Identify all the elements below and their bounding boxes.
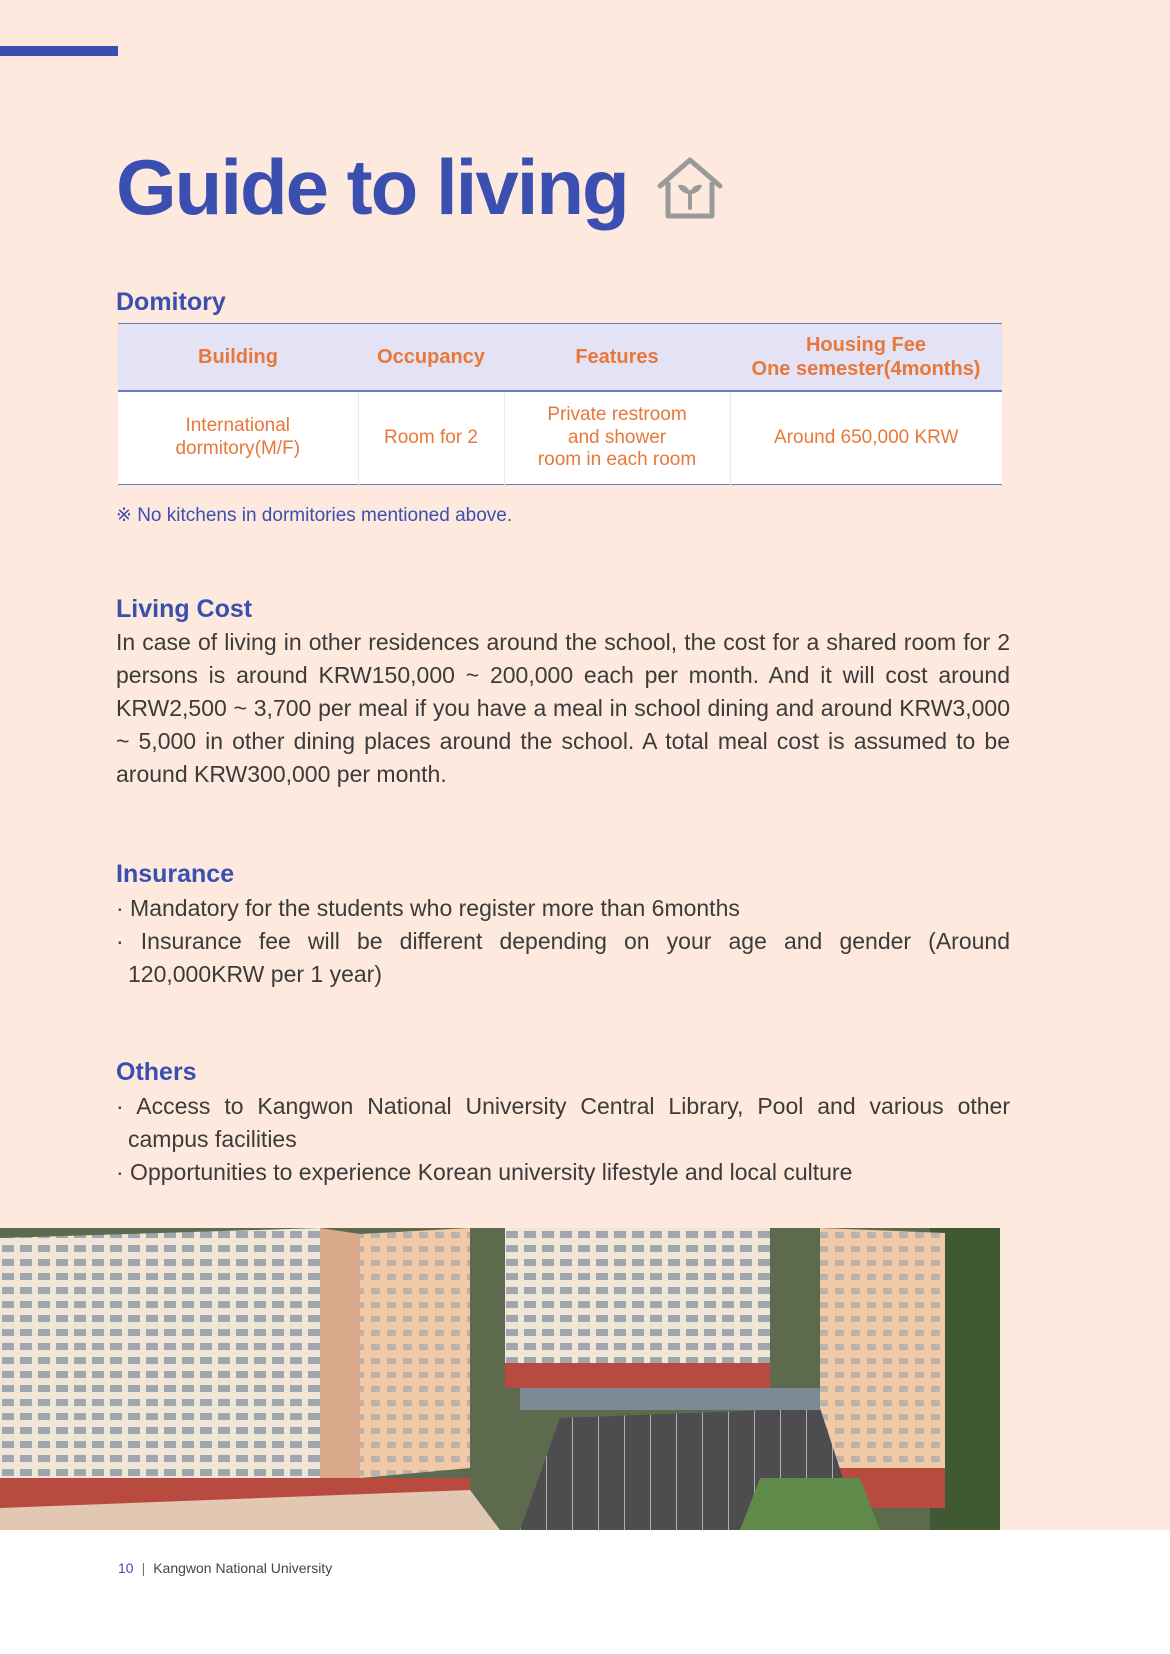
table-row <box>118 391 1002 485</box>
dormitory-note: ※ No kitchens in dormitories mentioned above. <box>116 505 513 526</box>
features-line: room in each room <box>537 449 697 471</box>
list-item: · Mandatory for the students who register more than 6months <box>116 895 740 921</box>
others-list <box>116 1090 1010 1189</box>
insurance-heading: Insurance <box>116 860 235 888</box>
insurance-list <box>116 892 1010 991</box>
list-item: · Opportunities to experience Korean university lifestyle and local culture <box>116 1159 853 1185</box>
footer-separator: | <box>141 1560 146 1576</box>
footer <box>118 1560 332 1576</box>
column-header-housing-fee <box>730 324 1002 392</box>
page-title: Guide to living <box>116 143 628 231</box>
building-line: dormitory(M/F) <box>175 438 301 459</box>
column-header-features: Features <box>504 324 730 392</box>
features-cell <box>504 391 730 485</box>
footer-band <box>0 1530 1170 1654</box>
top-accent-bar <box>0 46 118 56</box>
list-item: · Insurance fee will be different depending on your age and gender (Around 120,000KRW per 1 year) <box>116 928 1010 987</box>
column-header-building: Building <box>118 324 358 392</box>
column-header-occupancy: Occupancy <box>358 324 504 392</box>
living-cost-heading: Living Cost <box>116 595 253 623</box>
others-heading: Others <box>116 1058 197 1086</box>
fee-cell: Around 650,000 KRW <box>730 391 1002 485</box>
living-cost-text: In case of living in other residences around the school, the cost for a shared room for 2 persons is around KRW150,000 ~ 200,000 each per month. And it will cost around KRW2,500 ~ 3,700 per meal if you have a meal in school dining and around KRW3,000 ~ 5,000 in other dining places around the school. A total meal cost is assumed to be around KRW300,000 per month. <box>116 629 1010 787</box>
house-sprout-icon <box>654 152 726 222</box>
features-line: and shower <box>567 426 667 448</box>
occupancy-cell: Room for 2 <box>358 391 504 485</box>
dormitory-photo <box>0 1228 1000 1530</box>
dormitory-heading: Domitory <box>116 288 226 316</box>
housing-fee-label: Housing Fee <box>805 334 926 356</box>
features-line: Private restroom <box>547 403 687 425</box>
housing-fee-period: One semester(4months) <box>751 358 981 380</box>
title-row <box>116 143 726 231</box>
dormitory-photo-illustration <box>0 1228 1000 1530</box>
page-number: 10 <box>118 1560 134 1576</box>
dormitory-table <box>118 323 1002 485</box>
building-cell <box>118 391 358 485</box>
footer-university: Kangwon National University <box>153 1560 333 1576</box>
list-item: · Access to Kangwon National University Central Library, Pool and various other campus facilities <box>116 1093 1010 1152</box>
building-line: International <box>185 415 291 437</box>
